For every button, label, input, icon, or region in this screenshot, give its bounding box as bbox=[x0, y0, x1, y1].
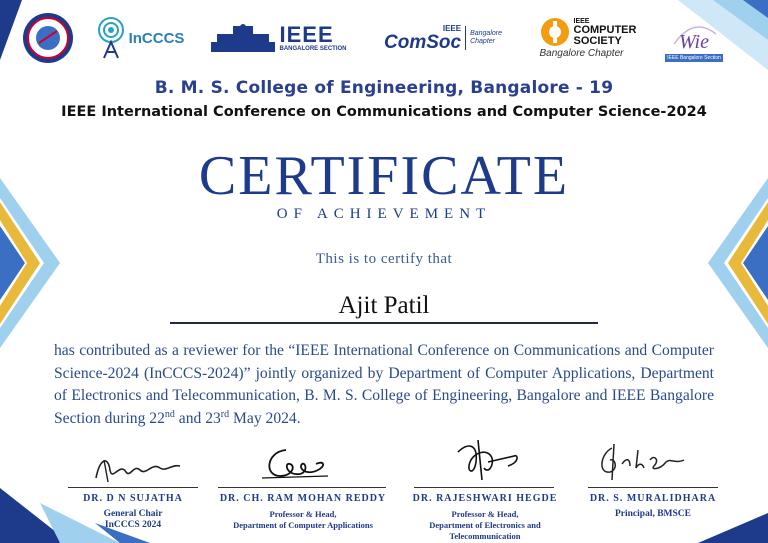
signatory-3-role-2: Department of Electronics and bbox=[429, 520, 541, 530]
body-sup-2: rd bbox=[220, 408, 230, 420]
signatory-3-role-1: Professor & Head, bbox=[451, 509, 519, 519]
cs-sub: Bangalore Chapter bbox=[539, 48, 624, 59]
certificate-title: CERTIFICATE bbox=[198, 145, 570, 207]
signatory-1-name: DR. D N SUJATHA bbox=[83, 493, 183, 504]
certificate-subtitle: OF ACHIEVEMENT bbox=[276, 206, 492, 222]
body-main: has contributed as a reviewer for the “IEEE International Conference on Communications and Computer Science-2024 (InCCCS-2024)” jointly organized by Department of Computer Applications, Department of Electronics and Telecommunication, B. M. S. College of Engineering, Bangalore and IEEE Bangalore Section during 22 bbox=[54, 342, 714, 427]
signature-muralidhara bbox=[594, 440, 694, 484]
signatory-2 bbox=[208, 493, 398, 531]
signature-ram-mohan-reddy bbox=[256, 442, 336, 486]
recipient-underline bbox=[170, 322, 598, 324]
signatory-2-role-2: Department of Computer Applications bbox=[233, 520, 373, 530]
certify-text: This is to certify that bbox=[315, 251, 453, 267]
ieee-logo-text: IEEE bbox=[279, 22, 334, 47]
comsoc-prefix: IEEE bbox=[442, 23, 462, 33]
cs-line-0: IEEE bbox=[573, 17, 590, 25]
inccs-logo-text: InCCCS bbox=[128, 29, 185, 47]
signature-line-3 bbox=[414, 487, 554, 488]
signatory-1-role-1: General Chair bbox=[103, 509, 163, 519]
signature-line-2 bbox=[218, 487, 386, 488]
signature-sujatha bbox=[90, 448, 185, 488]
body-sup-1: nd bbox=[164, 408, 175, 420]
ieee-computer-society-logo-icon bbox=[532, 10, 644, 66]
wie-logo-text: Wie bbox=[679, 31, 709, 53]
signatory-1-role-2: InCCCS 2024 bbox=[104, 520, 162, 530]
cs-line-2: SOCIETY bbox=[573, 34, 622, 47]
ieee-bangalore-sub: BANGALORE SECTION bbox=[279, 46, 347, 52]
signatory-3 bbox=[400, 493, 570, 542]
signatory-1 bbox=[58, 493, 208, 531]
ieee-comsoc-logo-icon bbox=[376, 10, 510, 66]
signatory-3-role-3: Telecommunication bbox=[449, 531, 521, 541]
conference-name: IEEE International Conference on Communications and Computer Science-2024 bbox=[61, 104, 707, 120]
body-end: May 2024. bbox=[229, 409, 301, 427]
signature-line-1 bbox=[68, 487, 198, 488]
wie-sub: IEEE Bangalore Section bbox=[667, 55, 721, 61]
college-name: B. M. S. College of Engineering, Bangalore - 19 bbox=[154, 78, 614, 98]
comsoc-sub-1: Bangalore bbox=[470, 30, 502, 38]
ieee-wie-logo-icon bbox=[662, 10, 726, 66]
comsoc-logo-text: ComSoc bbox=[384, 31, 462, 53]
body-mid: and 23 bbox=[174, 409, 221, 427]
signatory-4 bbox=[578, 493, 728, 520]
certificate-body bbox=[54, 340, 714, 430]
inccs-logo-icon bbox=[94, 10, 186, 66]
signatory-2-name: DR. CH. RAM MOHAN REDDY bbox=[219, 493, 387, 504]
signatory-4-role-1: Principal, BMSCE bbox=[614, 509, 691, 519]
signature-line-4 bbox=[588, 487, 718, 488]
signature-rajeshwari-hegde bbox=[448, 432, 528, 486]
signatory-2-role-1: Professor & Head, bbox=[269, 509, 337, 519]
signatory-4-name: DR. S. MURALIDHARA bbox=[589, 493, 717, 504]
cs-line-1: COMPUTER bbox=[573, 23, 637, 36]
ieee-bangalore-logo-icon bbox=[204, 10, 354, 66]
comsoc-sub-2: Chapter bbox=[470, 38, 495, 45]
signatory-3-name: DR. RAJESHWARI HEGDE bbox=[412, 493, 558, 504]
recipient-name: Ajit Patil bbox=[338, 292, 430, 319]
institution-seal-icon bbox=[20, 10, 76, 66]
